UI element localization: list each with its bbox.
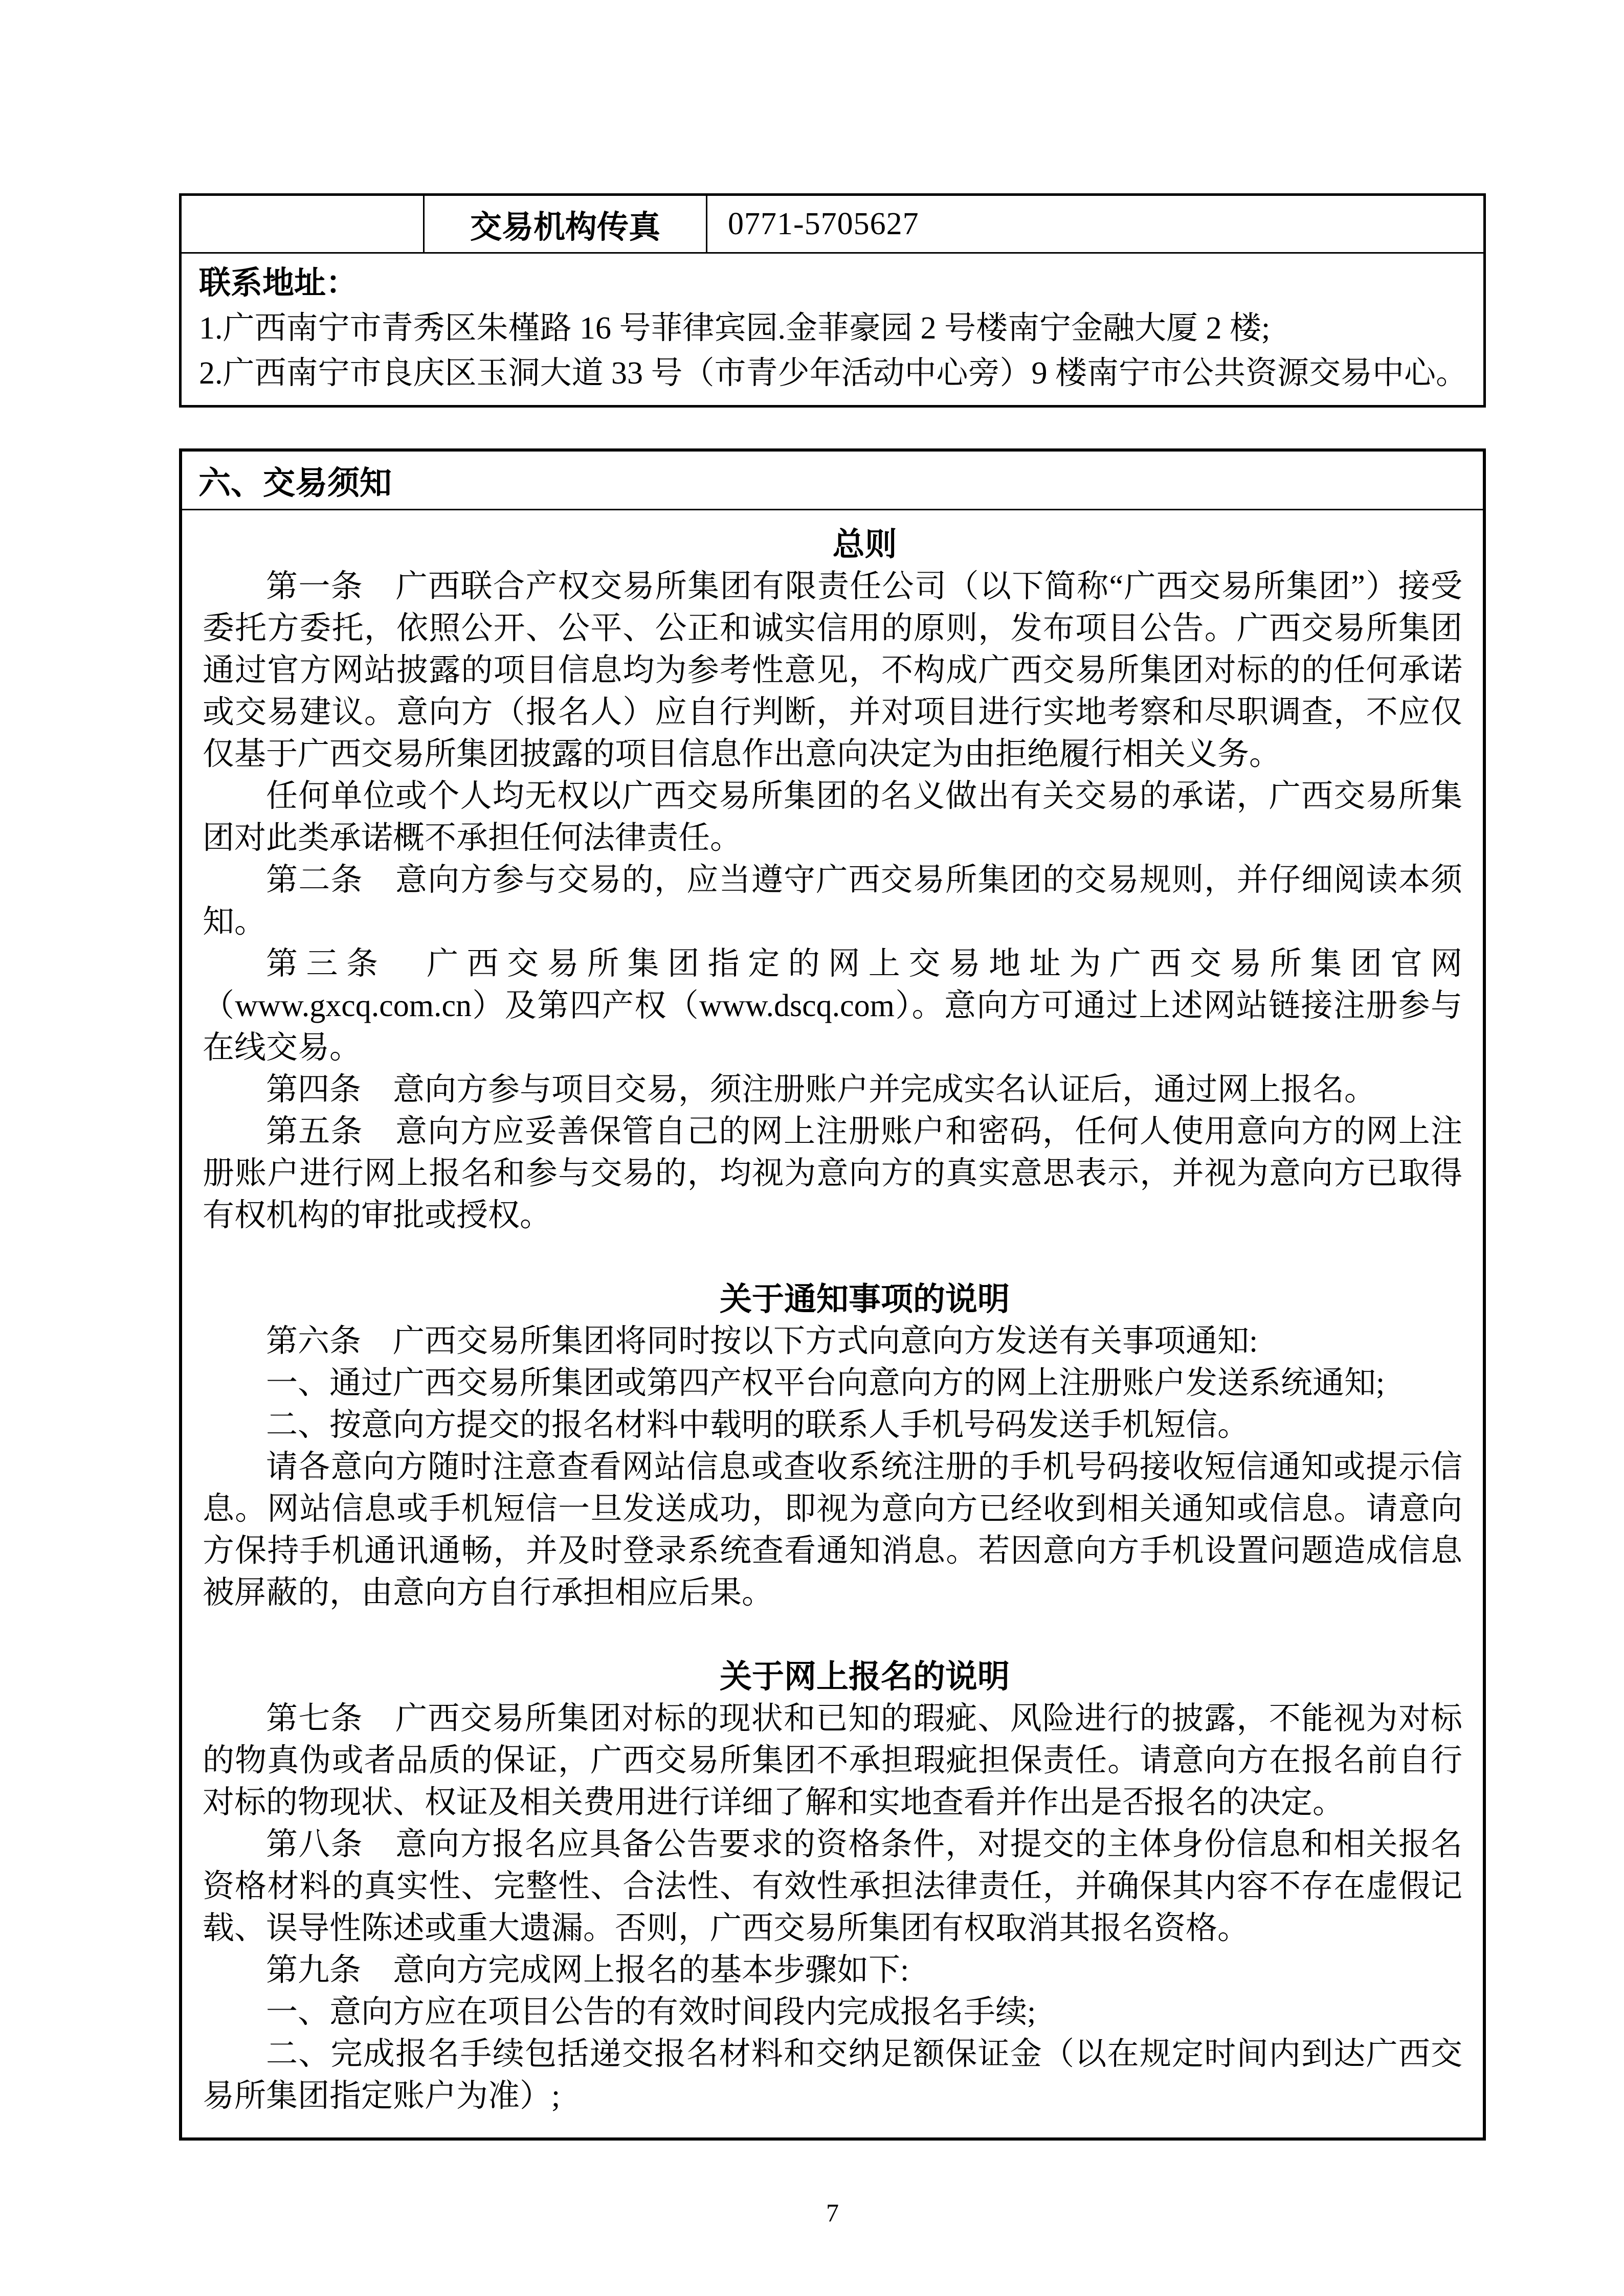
- page-content: [179, 193, 1486, 2227]
- paragraph: 第六条 广西交易所集团将同时按以下方式向意向方发送有关事项通知:: [266, 1324, 1258, 1359]
- address-row: [181, 253, 1485, 407]
- section-notification: [203, 1278, 1462, 1614]
- fax-label-cell: 交易机构传真: [424, 195, 707, 253]
- paragraph: 第三条 广西交易所集团指定的网上交易地址为广西交易所集团官网（www.gxcq.com.cn）及第四产权（www.dscq.com）。意向方可通过上述网站链接注册参与在线交易。: [203, 947, 1462, 1065]
- address-line: 2.广西南宁市良庆区玉洞大道 33 号（市青少年活动中心旁）9 楼南宁市公共资源交易中心。: [199, 356, 1468, 391]
- address-line: 1.广西南宁市青秀区朱槿路 16 号菲律宾园.金菲豪园 2 号楼南宁金融大厦 2 楼;: [199, 311, 1271, 346]
- section-online-registration: [203, 1656, 1462, 2117]
- paragraph: 二、完成报名手续包括递交报名材料和交纳足额保证金（以在规定时间内到达广西交易所集团指定账户为准）;: [203, 2037, 1462, 2113]
- notice-table: [179, 448, 1486, 2141]
- paragraph: 一、意向方应在项目公告的有效时间段内完成报名手续;: [266, 1995, 1036, 2030]
- empty-cell: [181, 195, 424, 253]
- notice-body: [181, 510, 1484, 2140]
- paragraph: 请各意向方随时注意查看网站信息或查收系统注册的手机号码接收短信通知或提示信息。网站信息或手机短信一旦发送成功，即视为意向方已经收到相关通知或信息。请意向方保持手机通讯通畅，并及时登录系统查看通知消息。若因意向方手机设置问题造成信息被屏蔽的，由意向方自行承担相应后果。: [203, 1450, 1462, 1610]
- section-heading: 总则: [832, 527, 897, 562]
- notice-title-row: [181, 450, 1484, 510]
- paragraph: 第二条 意向方参与交易的，应当遵守广西交易所集团的交易规则，并仔细阅读本须知。: [203, 863, 1462, 939]
- paragraph: 二、按意向方提交的报名材料中载明的联系人手机号码发送手机短信。: [266, 1408, 1250, 1443]
- address-cell: [181, 253, 1485, 407]
- fax-value-cell: 0771-5705627: [707, 195, 1485, 253]
- paragraph: 第一条 广西联合产权交易所集团有限责任公司（以下简称“广西交易所集团”）接受委托方委托，依照公开、公平、公正和诚实信用的原则，发布项目公告。广西交易所集团通过官方网站披露的项目信息均为参考性意见，不构成广西交易所集团对标的的任何承诺或交易建议。意向方（报名人）应自行判断，并对项目进行实地考察和尽职调查，不应仅仅基于广西交易所集团披露的项目信息作出意向决定为由拒绝履行相关义务。: [203, 569, 1462, 772]
- paragraph: 任何单位或个人均无权以广西交易所集团的名义做出有关交易的承诺，广西交易所集团对此类承诺概不承担任何法律责任。: [203, 779, 1462, 856]
- paragraph: 第四条 意向方参与项目交易，须注册账户并完成实名认证后，通过网上报名。: [266, 1072, 1376, 1107]
- address-label: 联系地址：: [199, 266, 358, 301]
- section-heading: 关于网上报名的说明: [720, 1659, 1010, 1695]
- paragraph: 一、通过广西交易所集团或第四产权平台向意向方的网上注册账户发送系统通知;: [266, 1366, 1385, 1401]
- notice-section-title: 六、交易须知: [181, 450, 1484, 510]
- page-number: 7: [826, 2198, 839, 2227]
- fax-row: [181, 195, 1485, 253]
- paragraph: 第五条 意向方应妥善保管自己的网上注册账户和密码，任何人使用意向方的网上注册账户进行网上报名和参与交易的，均视为意向方的真实意思表示，并视为意向方已取得有权机构的审批或授权。: [203, 1114, 1462, 1233]
- notice-body-row: [181, 510, 1484, 2140]
- paragraph: 第九条 意向方完成网上报名的基本步骤如下:: [266, 1953, 909, 1988]
- contact-table: [179, 193, 1486, 408]
- paragraph: 第七条 广西交易所集团对标的现状和已知的瑕疵、风险进行的披露，不能视为对标的物真伪或者品质的保证，广西交易所集团不承担瑕疵担保责任。请意向方在报名前自行对标的物现状、权证及相关费用进行详细了解和实地查看并作出是否报名的决定。: [203, 1701, 1462, 1820]
- section-heading: 关于通知事项的说明: [720, 1281, 1010, 1317]
- paragraph: 第八条 意向方报名应具备公告要求的资格条件，对提交的主体身份信息和相关报名资格材料的真实性、完整性、合法性、有效性承担法律责任，并确保其内容不存在虚假记载、误导性陈述或重大遗漏。否则，广西交易所集团有权取消其报名资格。: [203, 1827, 1462, 1946]
- section-general-rules: [203, 524, 1462, 1236]
